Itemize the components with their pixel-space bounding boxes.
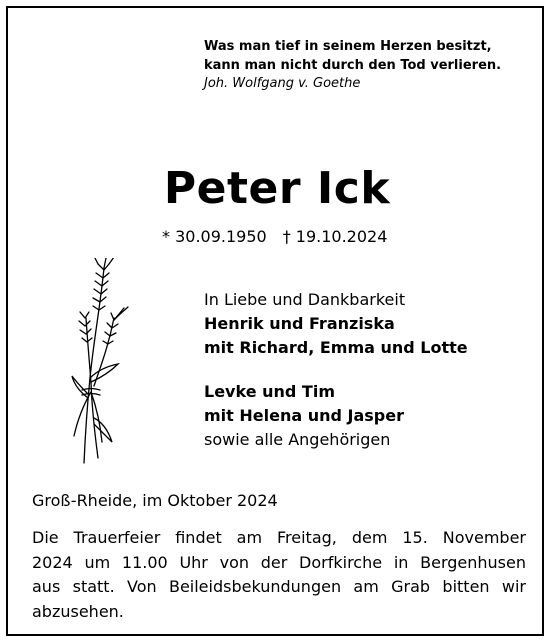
funeral-line: abzusehen. (32, 601, 124, 621)
birth-date: * 30.09.1950 (162, 227, 267, 246)
quote-line: kann man nicht durch den Tod verlieren. (204, 57, 502, 73)
place-date: Groß-Rheide, im Oktober 2024 (32, 491, 278, 510)
deceased-name: Peter Ick (163, 163, 391, 214)
quote-line: Was man tief in seinem Herzen besitzt, (204, 39, 492, 54)
obituary-card (6, 6, 544, 636)
mourners-intro: In Liebe und Dankbarkeit (204, 290, 406, 309)
funeral-notice (32, 526, 526, 624)
goethe-quote (204, 38, 524, 93)
mourner-line: Henrik und Franziska (204, 314, 395, 333)
funeral-line: 2024 um 11.00 Uhr von der Dorfkirche in Bergenhusen (32, 552, 526, 572)
mourner-line: mit Helena und Jasper (204, 406, 404, 425)
wheat-sprig-icon (64, 258, 134, 468)
life-dates (162, 226, 387, 248)
death-date: † 19.10.2024 (282, 227, 388, 246)
mourners-closing: sowie alle Angehörigen (204, 430, 391, 449)
quote-author: Joh. Wolfgang v. Goethe (204, 76, 361, 91)
funeral-line: aus statt. Von Beileidsbekundungen am Grab bitten wir (32, 577, 526, 596)
funeral-line: Die Trauerfeier findet am Freitag, dem 15. November (32, 528, 526, 547)
mourner-line: Levke und Tim (204, 382, 335, 401)
mourners-list (204, 288, 468, 452)
spacer (204, 360, 468, 380)
mourner-line: mit Richard, Emma und Lotte (204, 338, 468, 357)
